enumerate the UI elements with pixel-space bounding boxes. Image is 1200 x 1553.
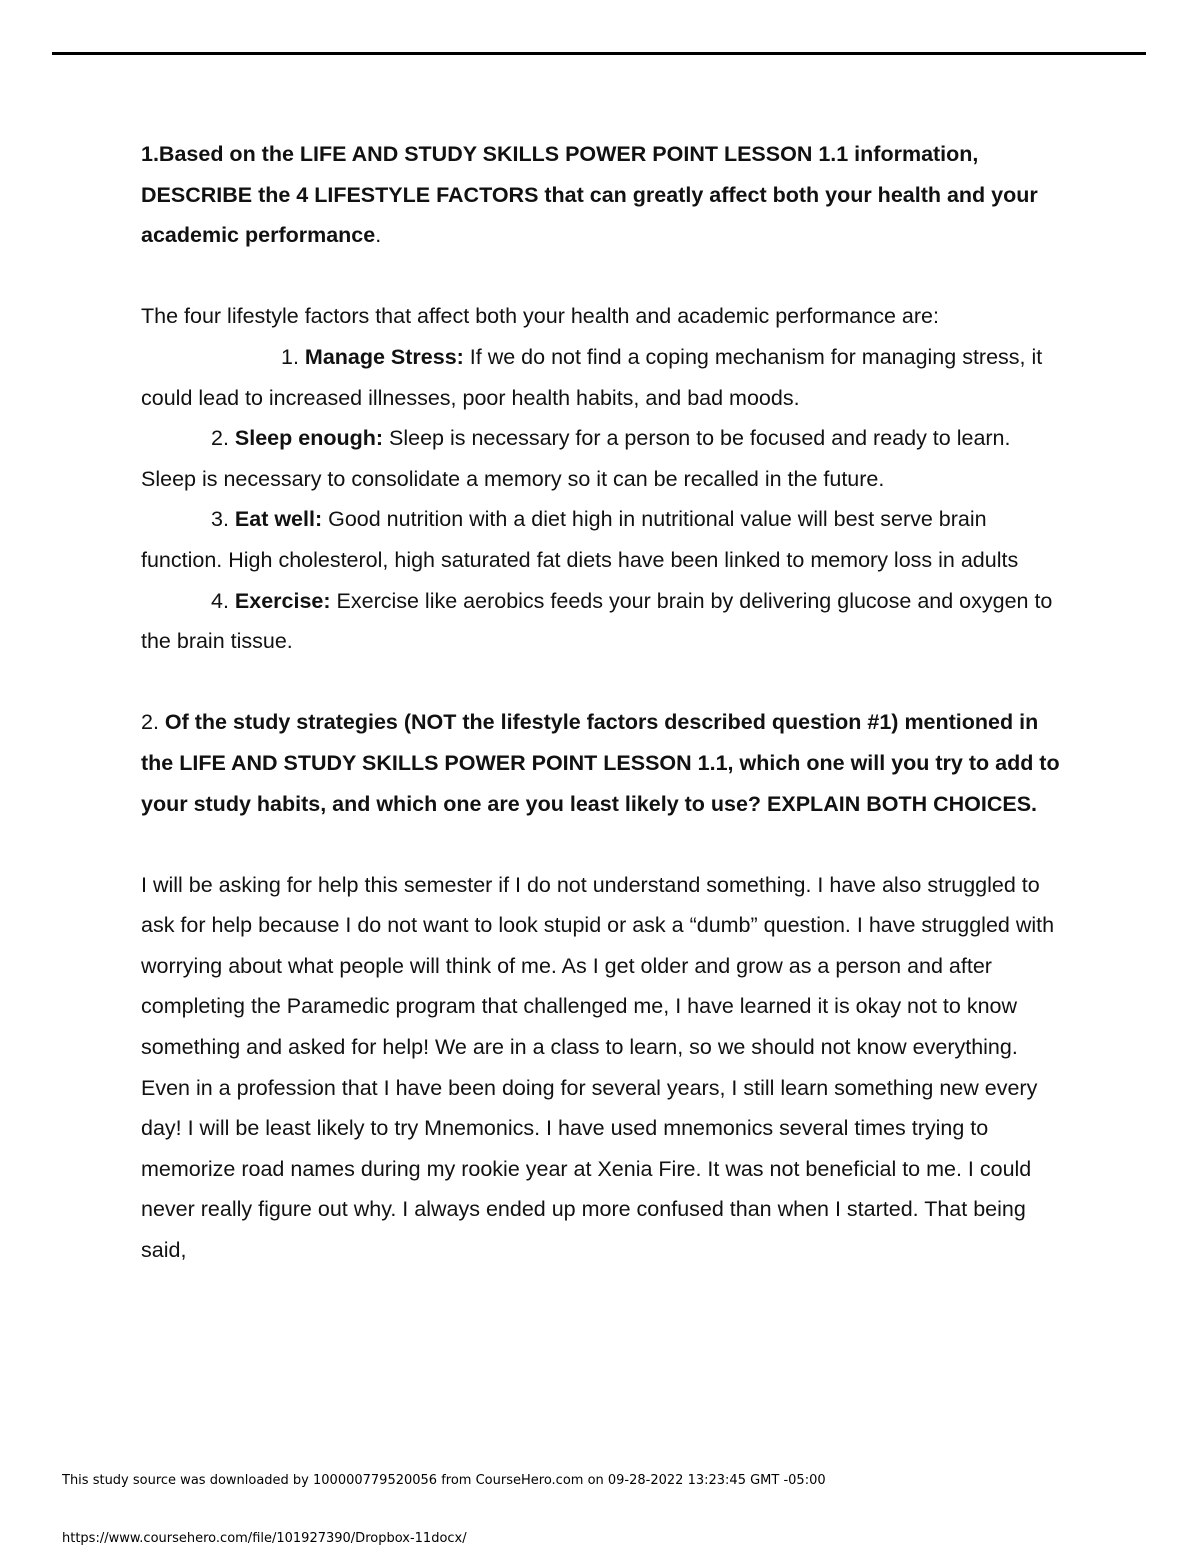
list-item: 2. Sleep enough: Sleep is necessary for a person to be focused and ready to learn. Sleep is necessary to consolidate a memory so it can be recalled in the future. bbox=[141, 426, 1011, 491]
list-item: 1. Manage Stress: If we do not find a coping mechanism for managing stress, it could lead to increased illnesses, poor health habits, and bad moods. bbox=[141, 344, 1043, 410]
download-notice: This study source was downloaded by 100000779520056 from CourseHero.com on 09-28-2022 13:23:45 GMT -05:00 bbox=[62, 1473, 826, 1488]
list-item: 4. Exercise: Exercise like aerobics feeds your brain by delivering glucose and oxygen to the brain tissue. bbox=[141, 588, 1053, 654]
document-body bbox=[141, 134, 1061, 1271]
question-2-heading-text: Of the study strategies (NOT the lifestyle factors described question #1) mentioned in the LIFE AND STUDY SKILLS POWER POINT LESSON 1.1, which one will you try to add to your study habits, and which one are you least likely to use? EXPLAIN BOTH CHOICES. bbox=[141, 710, 1060, 816]
question-1-heading: 1.Based on the LIFE AND STUDY SKILLS POWER POINT LESSON 1.1 information, DESCRIBE the 4 LIFESTYLE FACTORS that can greatly affect both your health and your academic performance. bbox=[141, 142, 1038, 248]
question-1-heading-text: 1.Based on the LIFE AND STUDY SKILLS POWER POINT LESSON 1.1 information, DESCRIBE the 4 LIFESTYLE FACTORS that can greatly affect both your health and your academic performance bbox=[141, 142, 1038, 248]
question-2-answer: I will be asking for help this semester if I do not understand something. I have also struggled to ask for help because I do not want to look stupid or ask a “dumb” question. I have struggled with worrying about what people will think of me. As I get older and grow as a person and after completing the Paramedic program that challenged me, I have learned it is okay not to know something and asked for help! We are in a class to learn, so we should not know everything. Even in a profession that I have been doing for several years, I still learn something new every day! I will be least likely to try Mnemonics. I have used mnemonics several times trying to memorize road names during my rookie year at Xenia Fire. It was not beneficial to me. I could never really figure out why. I always ended up more confused than when I started. That being said, bbox=[141, 872, 1055, 1263]
question-1-intro: The four lifestyle factors that affect both your health and academic performance are: bbox=[141, 304, 939, 329]
source-url[interactable]: https://www.coursehero.com/file/101927390/Dropbox-11docx/ bbox=[62, 1531, 467, 1546]
top-rule bbox=[52, 52, 1146, 55]
question-2-heading: 2. Of the study strategies (NOT the lifestyle factors described question #1) mentioned in the LIFE AND STUDY SKILLS POWER POINT LESSON 1.1, which one will you try to add to your study habits, and which one are you least likely to use? EXPLAIN BOTH CHOICES. bbox=[141, 710, 1060, 816]
list-item: 3. Eat well: Good nutrition with a diet high in nutritional value will best serve brain function. High cholesterol, high saturated fat diets have been linked to memory loss in adults bbox=[141, 507, 1019, 572]
